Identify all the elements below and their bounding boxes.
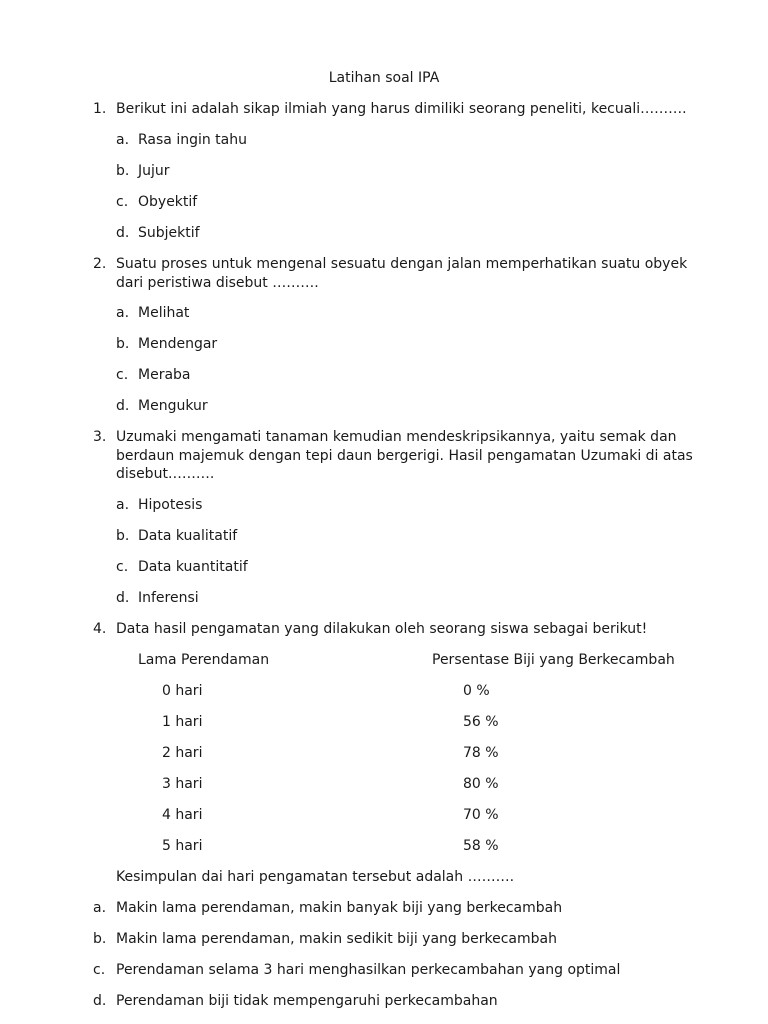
option-2d (116, 397, 208, 415)
option-text: Melihat (138, 305, 190, 321)
option-text: Data kualitatif (138, 528, 238, 544)
option-3a (116, 496, 202, 514)
option-text: Inferensi (138, 590, 199, 606)
option-text: Data kuantitatif (138, 559, 248, 575)
question-number: 4. (93, 621, 107, 637)
question-number: 1. (93, 101, 107, 117)
question-text: Uzumaki mengamati tanaman kemudian mendeskripsikannya, yaitu semak dan berdaun majemuk dengan tepi daun bergerigi. Hasil pengamatan Uzumaki di atas disebut………. (116, 429, 693, 482)
table-cell-duration: 5 hari (162, 838, 203, 854)
option-3d (116, 589, 199, 607)
option-3c (116, 558, 248, 576)
option-text: Rasa ingin tahu (138, 132, 247, 148)
option-text: Jujur (138, 163, 170, 179)
table-cell-duration: 0 hari (162, 683, 203, 699)
option-2a (116, 304, 189, 322)
option-1c (116, 193, 197, 211)
option-text: Mendengar (138, 336, 218, 352)
option-letter: c. (116, 559, 129, 575)
table-cell-duration: 4 hari (162, 807, 203, 823)
option-letter: a. (116, 497, 130, 513)
option-4a (93, 899, 562, 917)
option-1a (116, 131, 247, 149)
table-cell-percentage: 58 % (463, 838, 499, 854)
table-cell-percentage: 80 % (463, 776, 499, 792)
option-letter: b. (116, 163, 130, 179)
option-letter: a. (116, 305, 130, 321)
option-1d (116, 224, 200, 242)
option-text: Perendaman biji tidak mempengaruhi perkecambahan (116, 993, 498, 1009)
question-text: Berikut ini adalah sikap ilmiah yang harus dimiliki seorang peneliti, kecuali………. (116, 101, 687, 117)
option-letter: d. (93, 993, 107, 1009)
question-number: 2. (93, 256, 107, 272)
table-cell-duration: 3 hari (162, 776, 203, 792)
option-text: Hipotesis (138, 497, 203, 513)
option-text: Meraba (138, 367, 191, 383)
option-1b (116, 162, 170, 180)
option-letter: c. (116, 194, 129, 210)
option-text: Subjektif (138, 225, 200, 241)
conclusion-prompt: Kesimpulan dai hari pengamatan tersebut adalah ………. (116, 869, 515, 885)
option-letter: a. (93, 900, 107, 916)
option-letter: d. (116, 590, 130, 606)
table-header-percentage: Persentase Biji yang Berkecambah (432, 652, 675, 668)
option-text: Obyektif (138, 194, 198, 210)
option-text: Mengukur (138, 398, 208, 414)
question-3 (93, 428, 703, 484)
option-2b (116, 335, 217, 353)
option-text: Perendaman selama 3 hari menghasilkan perkecambahan yang optimal (116, 962, 621, 978)
table-cell-duration: 2 hari (162, 745, 203, 761)
table-cell-duration: 1 hari (162, 714, 203, 730)
option-3b (116, 527, 237, 545)
table-header-duration: Lama Perendaman (138, 652, 270, 668)
table-cell-percentage: 0 % (463, 683, 490, 699)
option-2c (116, 366, 191, 384)
option-4c (93, 961, 620, 979)
option-letter: c. (93, 962, 106, 978)
table-cell-percentage: 70 % (463, 807, 499, 823)
option-4b (93, 930, 557, 948)
option-letter: a. (116, 132, 130, 148)
option-letter: d. (116, 398, 130, 414)
question-2 (93, 255, 703, 292)
option-4d (93, 992, 498, 1010)
question-number: 3. (93, 429, 107, 445)
table-cell-percentage: 56 % (463, 714, 499, 730)
page-title: Latihan soal IPA (328, 70, 440, 86)
question-text: Data hasil pengamatan yang dilakukan oleh seorang siswa sebagai berikut! (116, 621, 648, 637)
option-letter: b. (116, 336, 130, 352)
question-4 (93, 620, 703, 639)
option-letter: d. (116, 225, 130, 241)
option-text: Makin lama perendaman, makin sedikit biji yang berkecambah (116, 931, 557, 947)
option-text: Makin lama perendaman, makin banyak biji yang berkecambah (116, 900, 563, 916)
table-cell-percentage: 78 % (463, 745, 499, 761)
option-letter: b. (93, 931, 107, 947)
question-1 (93, 100, 703, 119)
option-letter: b. (116, 528, 130, 544)
option-letter: c. (116, 367, 129, 383)
question-text: Suatu proses untuk mengenal sesuatu dengan jalan memperhatikan suatu obyek dari peristiwa disebut ………. (116, 256, 688, 291)
